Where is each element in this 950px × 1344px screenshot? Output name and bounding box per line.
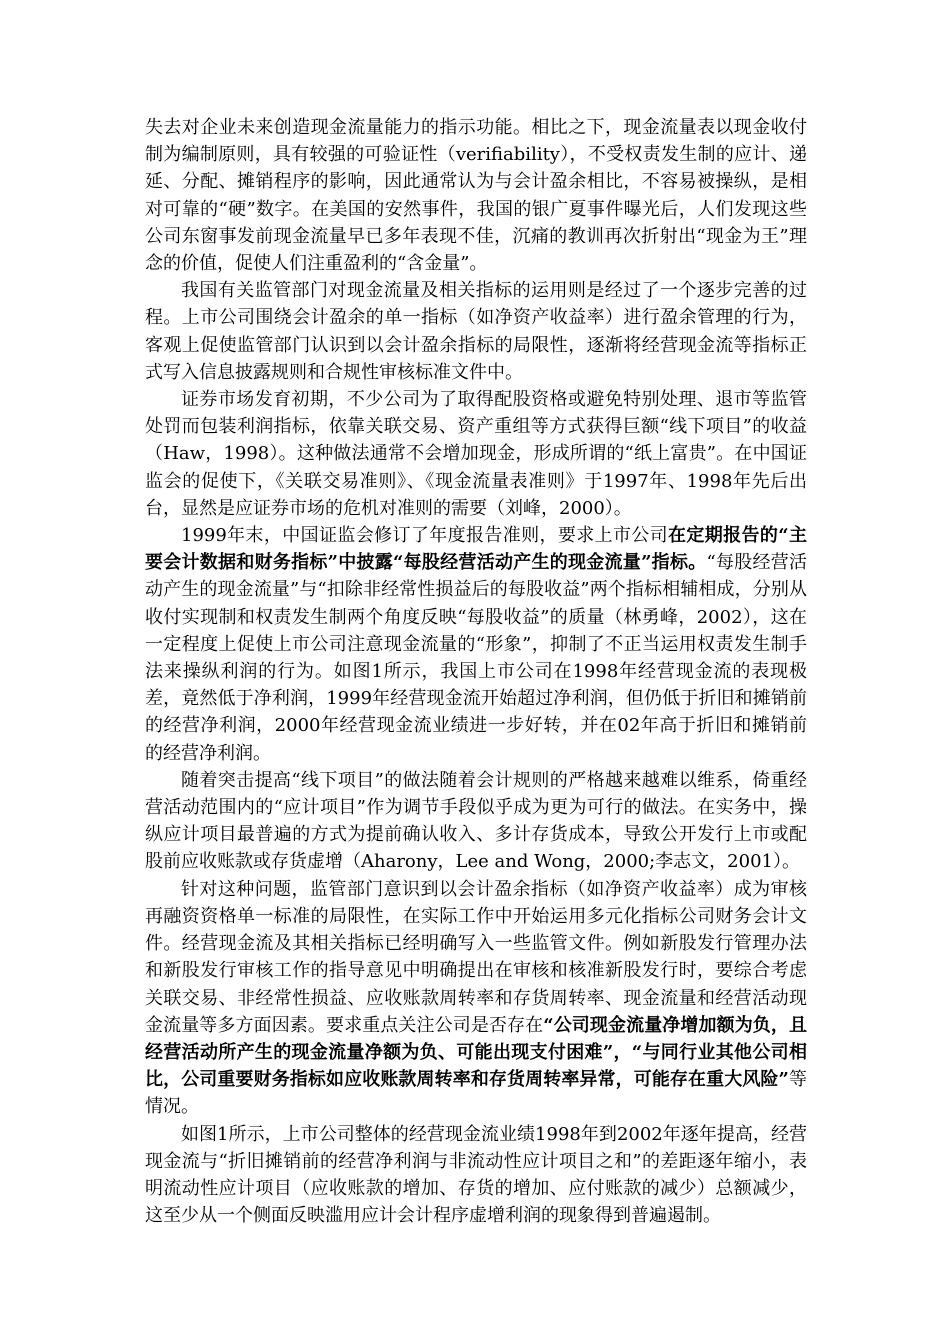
paragraph-figure-1-summary <box>145 1121 807 1230</box>
paragraph-emphasis: 在定期报告的“主要会计数据和财务指标”中披露“每股经营活动产生的现金流量”指标。 <box>145 525 807 574</box>
paragraph-early-market <box>145 386 807 522</box>
paragraph-accrual-items <box>145 767 807 876</box>
paragraph-text: 证券市场发育初期，不少公司为了取得配股资格或避免特别处理、退市等监管处罚而包装利润指标，依靠关联交易、资产重组等方式获得巨额“线下项目”的收益（Haw，1998）。这种做法通常不会增加现金，形成所谓的“纸上富贵”。在中国证监会的促使下，《关联交易准则》、《现金流量表准则》于1997年、1998年先后出台，显然是应证券市场的危机对准则的需要（刘峰，2000）。 <box>145 389 807 519</box>
paragraph-emphasis: “公司现金流量净增加额为负，且经营活动所产生的现金流量净额为负、可能出现支付困难”，“与同行业其他公司相比，公司重要财务指标如应收账款周转率和存货周转率异常，可能存在重大风险” <box>145 1014 808 1091</box>
paragraph-text: “每股经营活动产生的现金流量”与“扣除非经常性损益后的每股收益”两个指标相辅相成，分别从收付实现制和权责发生制两个角度反映“每股收益”的质量（林勇峰，2002），这在一定程度上促使上市公司注意现金流量的“形象”，抑制了不正当运用权责发生制手法来操纵利润的行为。如图1所示，我国上市公司在1998年经营现金流的表现极差，竟然低于净利润，1999年经营现金流开始超过净利润，但仍低于折旧和摊销前的经营净利润，2000年经营现金流业绩进一步好转，并在02年高于折旧和摊销前的经营净利润。 <box>145 552 808 764</box>
paragraph-text: 针对这种问题，监管部门意识到以会计盈余指标（如净资产收益率）成为审核再融资资格单一标准的局限性，在实际工作中开始运用多元化指标公司财务会计文件。经营现金流及其相关指标已经明确写入一些监管文件。例如新股发行管理办法和新股发行审核工作的指导意见中明确提出在审核和核准新股发行时，要综合考虑关联交易、非经常性损益、应收账款周转率和存货周转率、现金流量和经营活动现金流量等多方面因素。要求重点关注公司是否存在 <box>145 878 807 1036</box>
paragraph-text: 1999年末，中国证监会修订了年度报告准则，要求上市公司 <box>181 525 669 547</box>
paragraph-1999-report-rules <box>145 522 807 767</box>
paragraph-regulatory-process <box>145 277 807 386</box>
paragraph-text: 等情况。 <box>145 1069 807 1118</box>
paragraph-cash-flow-verifiability <box>145 114 807 277</box>
paragraph-text: 我国有关监管部门对现金流量及相关指标的运用则是经过了一个逐步完善的过程。上市公司围绕会计盈余的单一指标（如净资产收益率）进行盈余管理的行为，客观上促使监管部门认识到以会计盈余指标的局限性，逐渐将经营现金流等指标正式写入信息披露规则和合规性审核标准文件中。 <box>145 280 807 383</box>
paragraph-multi-indicator-review <box>145 876 807 1121</box>
paragraph-text: 失去对企业未来创造现金流量能力的指示功能。相比之下，现金流量表以现金收付制为编制原则，具有较强的可验证性（verifiability），不受权责发生制的应计、递延、分配、摊销程序的影响，因此通常认为与会计盈余相比，不容易被操纵，是相对可靠的“硬”数字。在美国的安然事件，我国的银广夏事件曝光后，人们发现这些公司东窗事发前现金流量早已多年表现不佳，沉痛的教训再次折射出“现金为王”理念的价值，促使人们注重盈利的“含金量”。 <box>145 117 807 275</box>
document-body <box>145 114 807 1229</box>
paragraph-text: 随着突击提高“线下项目”的做法随着会计规则的严格越来越难以维系，倚重经营活动范围内的“应计项目”作为调节手段似乎成为更为可行的做法。在实务中，操纵应计项目最普遍的方式为提前确认收入、多计存货成本，导致公开发行上市或配股前应收账款或存货虚增（Aharony，Lee and Wong，2000;李志文，2001）。 <box>145 769 807 873</box>
paragraph-text: 如图1所示，上市公司整体的经营现金流业绩1998年到2002年逐年提高，经营现金流与“折旧摊销前的经营净利润与非流动性应计项目之和”的差距逐年缩小，表明流动性应计项目（应收账款的增加、存货的增加、应付账款的减少）总额减少，这至少从一个侧面反映滥用应计会计程序虚增利润的现象得到普遍遏制。 <box>145 1123 807 1227</box>
